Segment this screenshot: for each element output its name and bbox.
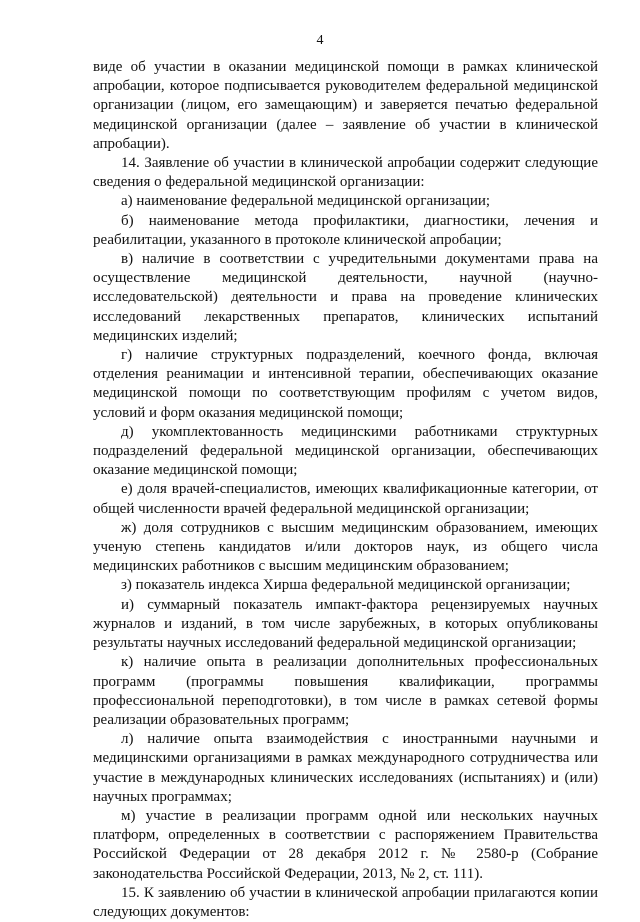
paragraph-item-m: м) участие в реализации программ одной или нескольких научных платформ, определенных в соответствии с распоряжением Правительства Российской Федерации от 28 декабря 2012 г. № 2580-р (Собрание законодательства Российской Федерации, 2013, № 2, ст. 111). [93, 807, 598, 882]
paragraph-item-l: л) наличие опыта взаимодействия с иностранными научными и медицинскими организациями в рамках международного сотрудничества или участие в международных клинических исследованиях (испытаниях) и (или) научных программах; [93, 731, 598, 805]
paragraph-item-15: 15. К заявлению об участии в клинической апробации прилагаются копии следующих документов: [93, 884, 598, 920]
page-number: 4 [316, 33, 324, 48]
paragraph-item-z: з) показатель индекса Хирша федеральной медицинской организации; [121, 577, 571, 594]
paragraph-item-d: д) укомплектованность медицинскими работниками структурных подразделений федеральной медицинской организации, обеспечивающих оказание медицинской помощи; [93, 423, 598, 479]
paragraph-item-e: е) доля врачей-специалистов, имеющих квалификационные категории, от общей численности врачей федеральной медицинской организации; [93, 481, 598, 517]
body-text [93, 58, 598, 922]
paragraph-item-i: и) суммарный показатель импакт-фактора рецензируемых научных журналов и изданий, в том числе зарубежных, в которых опубликованы результаты научных исследований федеральной медицинской организации; [93, 596, 598, 652]
paragraph-item-zh: ж) доля сотрудников с высшим медицинским образованием, имеющих ученую степень кандидатов и/или докторов наук, из общего числа медицинских работников с высшим медицинским образованием; [93, 519, 598, 575]
paragraph-item-k: к) наличие опыта в реализации дополнительных профессиональных программ (программы повышения квалификации, программы профессиональной переподготовки), в том числе в рамках сетевой формы реализации образовательных программ; [93, 654, 598, 728]
paragraph-continuation: виде об участии в оказании медицинской помощи в рамках клинической апробации, которое подписывается руководителем федеральной медицинской организации (лицом, его замещающим) и заверяется печатью федеральной медицинской организации (далее – заявление об участии в клинической апробации). [93, 59, 598, 152]
paragraph-item-a: а) наименование федеральной медицинской организации; [121, 193, 491, 210]
paragraph-item-b: б) наименование метода профилактики, диагностики, лечения и реабилитации, указанного в протоколе клинической апробации; [93, 212, 598, 248]
paragraph-item-v: в) наличие в соответствии с учредительными документами права на осуществление медицинской деятельности, научной (научно-исследовательской) деятельности и права на проведение клинических исследований лекарственных препаратов, клинических испытаний медицинских изделий; [93, 251, 598, 344]
paragraph-item-14: 14. Заявление об участии в клинической апробации содержит следующие сведения о федеральной медицинской организации: [93, 155, 598, 191]
paragraph-item-g: г) наличие структурных подразделений, коечного фонда, включая отделения реанимации и интенсивной терапии, обеспечивающих оказание медицинской помощи по соответствующим профилям с учетом видов, условий и форм оказания медицинской помощи; [93, 347, 598, 421]
